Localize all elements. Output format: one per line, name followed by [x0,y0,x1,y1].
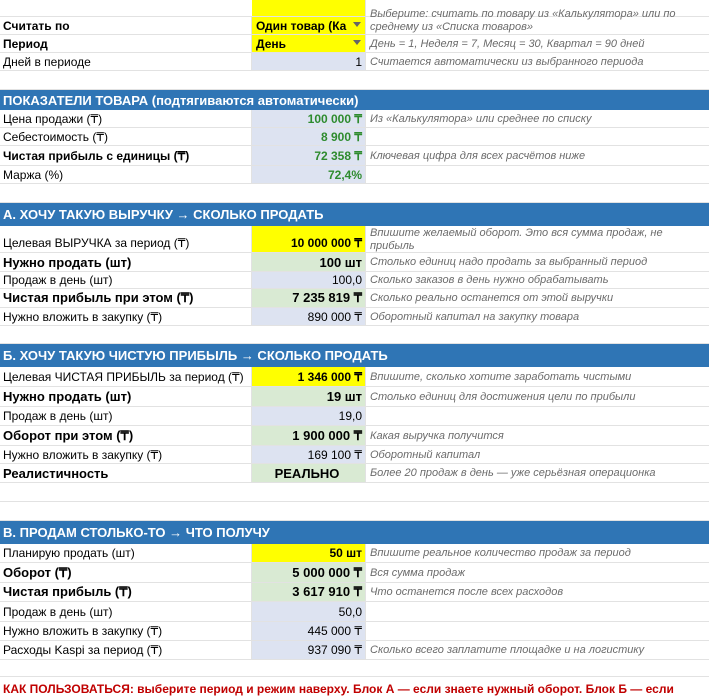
b-need-note: Столько единиц для достижения цели по прибыли [370,390,636,403]
row-spacer-4 [0,483,709,502]
c-plan-input[interactable]: 50 шт [252,544,366,562]
count-by-select[interactable] [252,17,366,34]
b-turnover-label: Оборот при этом (₸) [0,426,252,445]
c-net-label: Чистая прибыль (₸) [0,583,252,601]
b-need-label: Нужно продать (шт) [0,387,252,406]
b-invest-value: 169 100 ₸ [252,446,366,463]
price-note: Из «Калькулятора» или среднее по списку [370,112,592,125]
b-need-value: 19 шт [252,387,366,406]
row-cost [0,128,709,146]
period-label: Период [0,35,252,52]
a-need-note: Столько единиц надо продать за выбранный период [370,256,648,268]
cost-value: 8 900 ₸ [252,128,366,145]
row-days [0,53,709,71]
row-spacer-2 [0,184,709,203]
c-invest-value: 445 000 ₸ [252,622,366,640]
a-invest-label: Нужно вложить в закупку (₸) [0,308,252,325]
c-invest-note [366,622,709,640]
row-a-invest [0,308,709,326]
chevron-down-icon[interactable] [353,22,361,27]
b-real-value: РЕАЛЬНО [252,464,366,482]
b-real-label: Реалистичность [0,464,252,482]
row-b-per-day [0,407,709,426]
row-b-need [0,387,709,407]
usage-instructions: КАК ПОЛЬЗОВАТЬСЯ: выберите период и режим наверху. Блок А — если знаете нужный оборот. Блок Б — если [3,681,674,696]
b-turnover-value: 1 900 000 ₸ [252,426,366,445]
period-note: День = 1, Неделя = 7, Месяц = 30, Квартал = 90 дней [370,37,645,50]
a-per-day-value: 100,0 [252,272,366,288]
days-label: Дней в периоде [0,53,252,70]
row-net-unit [0,146,709,166]
c-plan-note: Впишите реальное количество продаж за период [370,547,631,559]
b-invest-note: Оборотный капитал [370,448,481,461]
net-unit-label: Чистая прибыль с единицы (₸) [0,146,252,165]
row-count-by [0,8,709,35]
b-real-note: Более 20 продаж в день — уже серьёзная операционка [370,467,656,479]
a-per-day-note: Сколько заказов в день нужно обрабатывать [370,274,609,286]
c-per-day-note [366,602,709,621]
row-b-real [0,464,709,483]
period-select[interactable] [252,35,366,52]
count-by-note: Выберите: считать по товару из «Калькулятора» или по среднему из «Списка товаров» [370,8,676,33]
section-a-header: А. ХОЧУ ТАКУЮ ВЫРУЧКУ → СКОЛЬКО ПРОДАТЬ [0,203,709,226]
row-c-plan [0,544,709,563]
a-target-input[interactable]: 10 000 000 ₸ [252,226,366,252]
a-net-value: 7 235 819 ₸ [252,289,366,307]
a-target-label: Целевая ВЫРУЧКА за период (₸) [0,226,252,252]
row-c-invest [0,622,709,641]
row-price [0,110,709,128]
a-target-note: Впишите желаемый оборот. Это вся сумма продаж, не прибыль [370,227,663,252]
row-a-need [0,253,709,272]
b-per-day-label: Продаж в день (шт) [0,407,252,425]
row-c-turnover [0,563,709,583]
c-net-value: 3 617 910 ₸ [252,583,366,601]
c-kaspi-value: 937 090 ₸ [252,641,366,659]
b-turnover-note: Какая выручка получится [370,429,504,442]
c-net-note: Что останется после всех расходов [370,586,564,598]
c-per-day-value: 50,0 [252,602,366,621]
top-yellow-cell [252,0,366,16]
row-c-per-day [0,602,709,622]
c-turnover-label: Оборот (₸) [0,563,252,582]
margin-note [366,166,709,183]
row-a-net [0,289,709,308]
count-by-value: Один товар (Ка [256,18,347,33]
period-value: День [256,36,286,51]
chevron-down-icon[interactable] [353,40,361,45]
section-product-header: ПОКАЗАТЕЛИ ТОВАРА (подтягиваются автоматически) [0,90,709,110]
section-b-header: Б. ХОЧУ ТАКУЮ ЧИСТУЮ ПРИБЫЛЬ → СКОЛЬКО ПРОДАТЬ [0,344,709,367]
row-b-invest [0,446,709,464]
row-b-turnover [0,426,709,446]
a-invest-note: Оборотный капитал на закупку товара [370,310,580,323]
b-invest-label: Нужно вложить в закупку (₸) [0,446,252,463]
row-a-per-day [0,272,709,289]
b-per-day-value: 19,0 [252,407,366,425]
a-invest-value: 890 000 ₸ [252,308,366,325]
a-net-label: Чистая прибыль при этом (₸) [0,289,252,307]
c-kaspi-note: Сколько всего заплатите площадке и на логистику [370,644,645,656]
b-per-day-note [366,407,709,425]
c-plan-label: Планирую продать (шт) [0,544,252,562]
row-c-kaspi [0,641,709,660]
row-c-net [0,583,709,602]
net-unit-note: Ключевая цифра для всех расчётов ниже [370,149,586,162]
margin-label: Маржа (%) [0,166,252,183]
row-spacer-5 [0,502,709,521]
b-target-input[interactable]: 1 346 000 ₸ [252,367,366,386]
row-spacer-6 [0,660,709,677]
row-spacer-1 [0,71,709,90]
section-c-header: В. ПРОДАМ СТОЛЬКО-ТО → ЧТО ПОЛУЧУ [0,521,709,544]
margin-value: 72,4% [252,166,366,183]
row-margin [0,166,709,184]
c-per-day-label: Продаж в день (шт) [0,602,252,621]
price-label: Цена продажи (₸) [0,110,252,127]
c-kaspi-label: Расходы Kaspi за период (₸) [0,641,252,659]
b-target-note: Впишите, сколько хотите заработать чистыми [370,370,632,383]
price-value: 100 000 ₸ [252,110,366,127]
row-b-target [0,367,709,387]
count-by-label: Считать по [0,17,252,34]
days-note: Считается автоматически из выбранного периода [370,55,644,68]
c-invest-label: Нужно вложить в закупку (₸) [0,622,252,640]
a-need-label: Нужно продать (шт) [0,253,252,271]
c-turnover-note: Вся сумма продаж [370,566,465,579]
a-per-day-label: Продаж в день (шт) [0,272,252,288]
cost-label: Себестоимость (₸) [0,128,252,145]
c-turnover-value: 5 000 000 ₸ [252,563,366,582]
days-value: 1 [252,53,366,70]
cost-note [366,128,709,145]
a-need-value: 100 шт [252,253,366,271]
a-net-note: Сколько реально останется от этой выручки [370,292,614,304]
net-unit-value: 72 358 ₸ [252,146,366,165]
row-a-target [0,226,709,253]
b-target-label: Целевая ЧИСТАЯ ПРИБЫЛЬ за период (₸) [0,367,252,386]
row-spacer-3 [0,326,709,344]
row-period [0,35,709,53]
